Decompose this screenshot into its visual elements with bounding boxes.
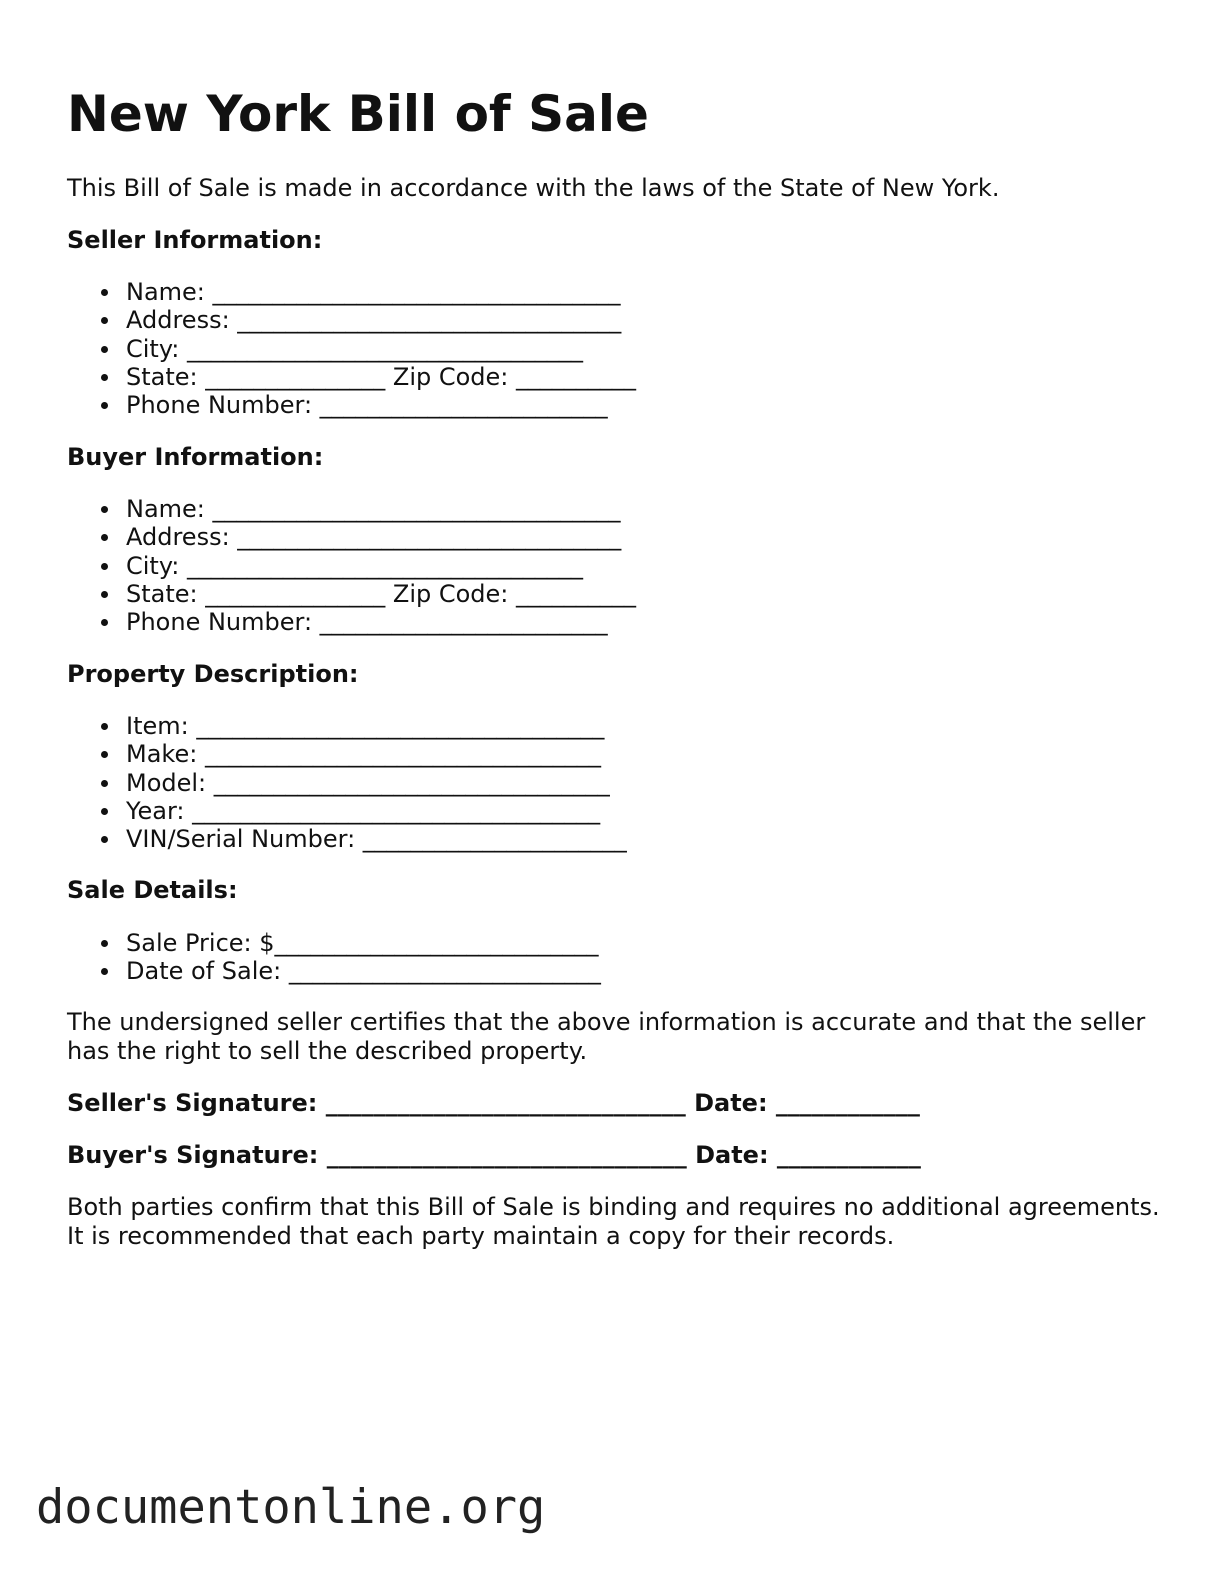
sale-price-field: Sale Price: $___________________________: [67, 929, 601, 957]
seller-information-heading: Seller Information:: [67, 226, 323, 254]
seller-phone-field: Phone Number: ________________________: [67, 391, 636, 419]
sale-details-list: [67, 929, 601, 986]
buyer-signature-line: Buyer's Signature: ______________________________ Date: ____________: [67, 1141, 921, 1169]
seller-state-zip-field: State: _______________ Zip Code: __________: [67, 363, 636, 391]
buyer-address-field: Address: ________________________________: [67, 523, 636, 551]
watermark-text: documentonline.org: [36, 1480, 546, 1535]
seller-address-field: Address: ________________________________: [67, 306, 636, 334]
property-year-field: Year: __________________________________: [67, 797, 627, 825]
closing-paragraph: Both parties confirm that this Bill of Sale is binding and requires no additional agreements. It is recommended that each party maintain a copy for their records.: [67, 1193, 1160, 1250]
seller-information-list: [67, 278, 636, 419]
property-make-field: Make: _________________________________: [67, 740, 627, 768]
seller-signature-line: Seller's Signature: ______________________________ Date: ____________: [67, 1089, 920, 1117]
seller-city-field: City: _________________________________: [67, 335, 636, 363]
buyer-phone-field: Phone Number: ________________________: [67, 608, 636, 636]
seller-name-field: Name: __________________________________: [67, 278, 636, 306]
buyer-state-zip-field: State: _______________ Zip Code: __________: [67, 580, 636, 608]
property-description-heading: Property Description:: [67, 660, 359, 688]
buyer-city-field: City: _________________________________: [67, 552, 636, 580]
buyer-information-list: [67, 495, 636, 636]
sale-details-heading: Sale Details:: [67, 876, 238, 904]
property-model-field: Model: _________________________________: [67, 769, 627, 797]
property-item-field: Item: __________________________________: [67, 712, 627, 740]
property-description-list: [67, 712, 627, 853]
buyer-information-heading: Buyer Information:: [67, 443, 324, 471]
date-of-sale-field: Date of Sale: __________________________: [67, 957, 601, 985]
property-vin-field: VIN/Serial Number: ______________________: [67, 825, 627, 853]
document-title: New York Bill of Sale: [67, 85, 649, 143]
certification-paragraph: The undersigned seller certifies that the above information is accurate and that the seller has the right to sell the described property.: [67, 1008, 1146, 1065]
buyer-name-field: Name: __________________________________: [67, 495, 636, 523]
intro-paragraph: This Bill of Sale is made in accordance with the laws of the State of New York.: [67, 174, 1000, 202]
